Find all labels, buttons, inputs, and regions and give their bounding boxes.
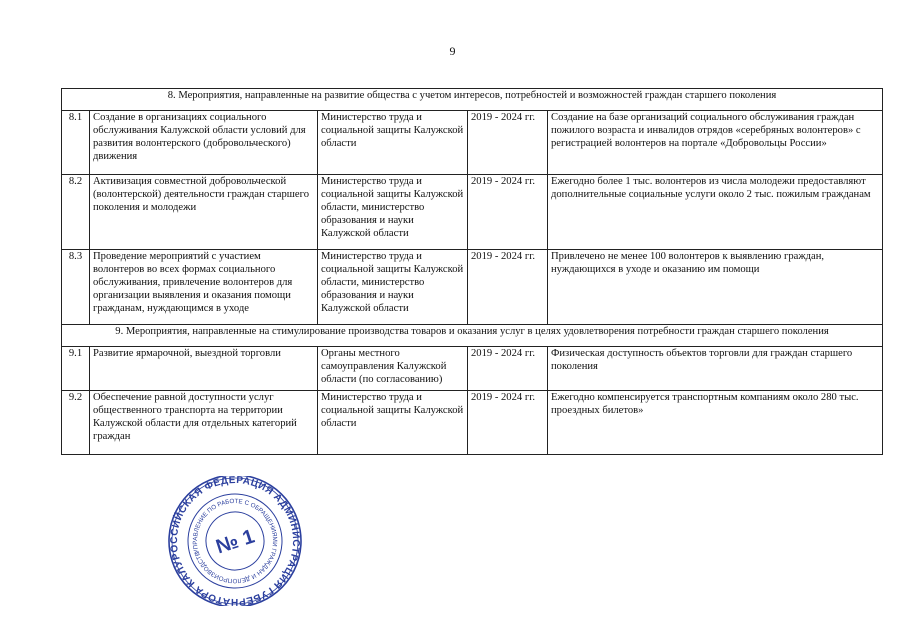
table-row [62,391,883,455]
seal-inner-text: УПРАВЛЕНИЕ ПО РАБОТЕ С ОБРАЩЕНИЯМИ ГРАЖДАН И ДЕЛОПРОИЗВОДСТВУ [191,497,279,585]
official-seal [162,476,308,606]
activity-cell: Обеспечение равной доступности услуг общественного транспорта на территории Калужской области для отдельных категорий граждан [90,391,318,455]
row-number: 8.2 [62,175,90,250]
period-cell: 2019 - 2024 гг. [468,250,548,325]
section-header-row [62,325,883,347]
executor-cell: Министерство труда и социальной защиты Калужской области [318,111,468,175]
row-number: 8.3 [62,250,90,325]
row-number: 9.1 [62,347,90,391]
measures-table [61,88,883,455]
result-cell: Ежегодно компенсируется транспортным компаниям около 280 тыс. проездных билетов» [548,391,883,455]
section-title: 9. Мероприятия, направленные на стимулирование производства товаров и оказания услуг в целях удовлетворения потребности граждан старшего поколения [62,325,883,347]
page-number: 9 [449,44,456,58]
result-cell: Ежегодно более 1 тыс. волонтеров из числа молодежи предоставляют дополнительные социальные услуги около 2 тыс. пожилым гражданам [548,175,883,250]
table-row [62,111,883,175]
seal-graphic [162,476,308,606]
executor-cell: Органы местного самоуправления Калужской области (по согласованию) [318,347,468,391]
section-header-row [62,89,883,111]
executor-cell: Министерство труда и социальной защиты Калужской области [318,391,468,455]
result-cell: Физическая доступность объектов торговли для граждан старшего поколения [548,347,883,391]
seal-center-text: № 1 [213,525,258,559]
row-number: 8.1 [62,111,90,175]
period-cell: 2019 - 2024 гг. [468,391,548,455]
result-cell: Создание на базе организаций социального обслуживания граждан пожилого возраста и инвалидов отрядов «серебряных волонтеров» с регистрацией волонтеров на портале «Добровольцы России» [548,111,883,175]
activity-cell: Создание в организациях социального обслуживания Калужской области условий для развития волонтерского (добровольческого) движения [90,111,318,175]
period-cell: 2019 - 2024 гг. [468,347,548,391]
executor-cell: Министерство труда и социальной защиты Калужской области, министерство образования и науки Калужской области [318,175,468,250]
period-cell: 2019 - 2024 гг. [468,111,548,175]
row-number: 9.2 [62,391,90,455]
table-row [62,175,883,250]
table-row [62,347,883,391]
activity-cell: Проведение мероприятий с участием волонтеров во всех формах социального обслуживания, привлечение волонтеров для организации выявления и оказания помощи гражданам, нуждающимся в уходе [90,250,318,325]
section-title: 8. Мероприятия, направленные на развитие общества с учетом интересов, потребностей и возможностей граждан старшего поколения [62,89,883,111]
period-cell: 2019 - 2024 гг. [468,175,548,250]
activity-cell: Активизация совместной добровольческой (волонтерской) деятельности граждан старшего поколения и молодежи [90,175,318,250]
activity-cell: Развитие ярмарочной, выездной торговли [90,347,318,391]
seal-outer-text: РОССИЙСКАЯ ФЕДЕРАЦИЯ АДМИНИСТРАЦИЯ ГУБЕРНАТОРА КАЛУЖСКОЙ [168,476,302,606]
result-cell: Привлечено не менее 100 волонтеров к выявлению граждан, нуждающихся в уходе и оказанию им помощи [548,250,883,325]
executor-cell: Министерство труда и социальной защиты Калужской области, министерство образования и науки Калужской области [318,250,468,325]
table-row [62,250,883,325]
